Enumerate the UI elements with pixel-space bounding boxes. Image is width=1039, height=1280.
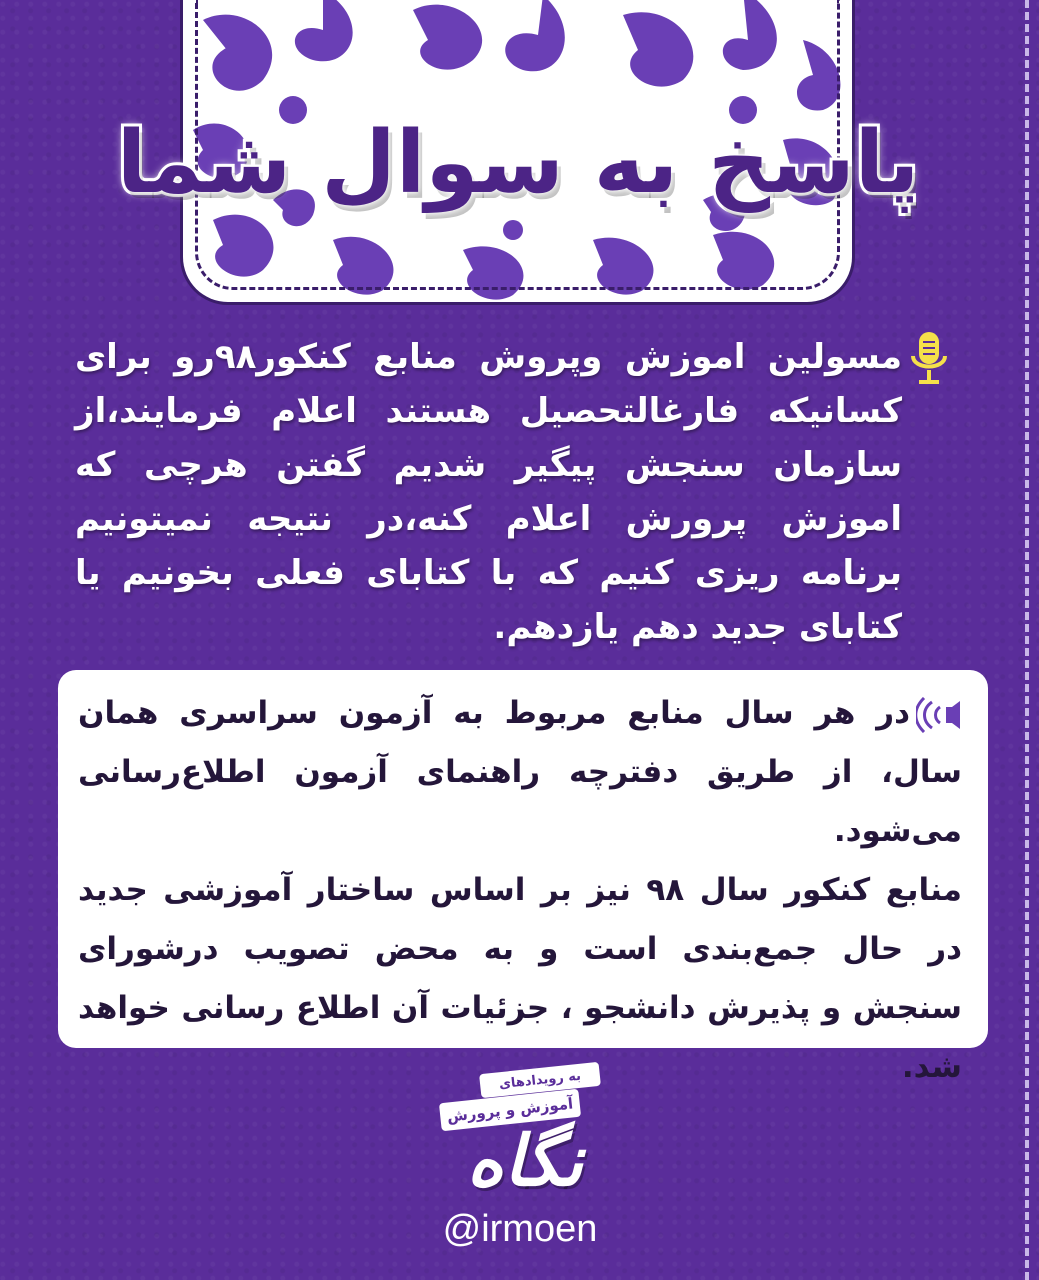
page-title: پاسخ به سوال شما <box>116 112 920 213</box>
stitched-border <box>1021 0 1029 1280</box>
answer-text-1: در هر سال منابع مربوط به آزمون سراسری همان سال، از طریق دفترچه راهنمای آزمون اطلاع‌رسانی می‌شود. <box>78 695 962 849</box>
answer-paragraph-2: منابع کنکور سال ۹۸ نیز بر اساس ساختار آموزشی جدید در حال جمع‌بندی است و به محض تصویب درشورای سنجش و پذیرش دانشجو ، جزئیات آن اطلاع رسانی خواهد شد. <box>78 872 963 1085</box>
logo-sub-text: آموزش و پرورش <box>439 1089 581 1131</box>
negah-logo <box>420 1060 620 1205</box>
answer-paragraph-1 <box>78 684 962 861</box>
speaker-icon <box>916 697 962 733</box>
logo-main-text: نگاه <box>466 1120 584 1202</box>
logo-top-text: به رویدادهای <box>479 1062 601 1098</box>
social-handle: @irmoen <box>442 1208 598 1250</box>
question-text: مسولین اموزش وپروش منابع کنکور۹۸رو برای کسانیکه فارغالتحصیل هستند اعلام فرمایند،از سازمان سنجش پیگیر شدیم گفتن هرچی که اموزش پرورش اعلام کنه،در نتیجه نمیتونیم برنامه ریزی کنیم که با کتابای فعلی بخونیم یا کتابای جدید دهم یازدهم. <box>75 337 902 647</box>
